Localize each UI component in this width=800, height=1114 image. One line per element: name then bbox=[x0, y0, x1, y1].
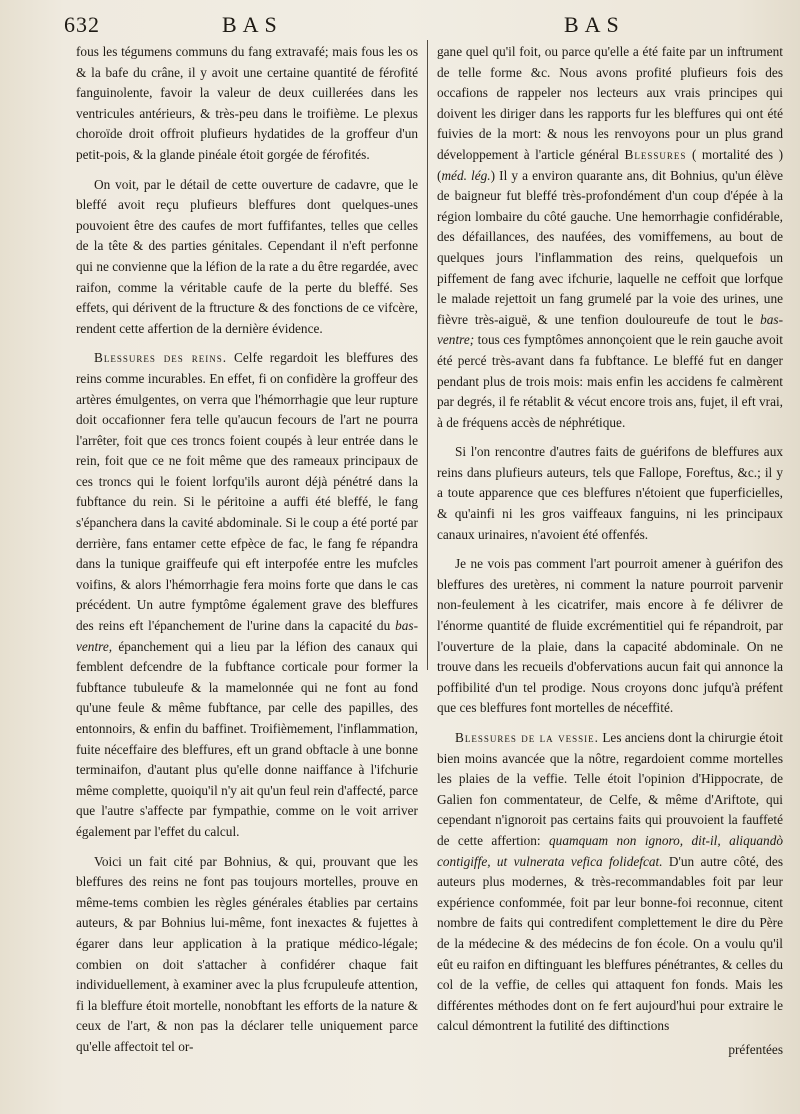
paragraph-text: D'un autre côté, des auteurs plus modernes, & très-recommandables foit par leur expérience confommée, foit par leur bonne-foi reconnue, citent nombre de faits qui contredifent complettement le dire du Père de la médecine & des médecins de fon école. On a voulu qu'il eût eu raifon en diftinguant les bleffures pénétrantes, & celles du col de la veffie, de celles qui attaquent fon fonds. Mais les différentes méthodes dont on fe fert aujourd'hui pour extraire le calcul démontrent la futilité des diftinctions bbox=[437, 853, 783, 1034]
section-kidneys bbox=[76, 348, 418, 842]
paragraph: Voici un fait cité par Bohnius, & qui, prouvant que les bleffures des reins ne font pas toujours mortelles, prouve en même-tems combien les règles générales établies par certains auteurs, & par Bohnius lui-même, font inexactes & fujettes à égarer dans leur application à la pratique médico-légale; combien on doit s'attacher à confidérer chaque fait individuellement, à examiner avec la plus fcrupuleufe attention, fi la bleffure étoit mortelle, nonobftant les efforts de la nature & ceux de l'art, & non pas la déclarer telle uniquement parce qu'elle affectoit tel or- bbox=[76, 853, 418, 1054]
paragraph-text: ( mortalité des ) ( bbox=[437, 146, 783, 183]
column-divider bbox=[427, 40, 428, 670]
paragraph-text: gane quel qu'il foit, ou parce qu'elle a été faite par un inftrument de telle forme &c. Nous avons profité plufieurs fois des occafions de rappeler nos lecteurs aux vrais principes qui doivent les diriger dans les rapports fur les bleffures qui ont été fuivies de la mort: & nous les renvoyons pour un plus grand développement à l'article général bbox=[437, 44, 783, 162]
latin-quotation: quamquam non ignoro, dit-il, aliquandò contigiffe, ut vulnerata vefica folidefcat. bbox=[437, 832, 783, 869]
right-column bbox=[437, 42, 783, 1087]
paragraph: fous les tégumens communs du fang extravafé; mais fous les os & la bafe du crâne, il y avoit une certaine quantité de férofité fanguinolente, favoir la valeur de deux cuillerées dans les ventricules antérieurs, & très-peu dans le troifième. Le plexus choroïde droit offroit plufieurs hydatides de la groffeur d'un petit-pois, & la glande pinéale étoit gorgée de férofités. bbox=[76, 44, 418, 162]
section-heading: Blessures des reins. bbox=[94, 350, 228, 366]
paragraph-continued bbox=[437, 42, 783, 433]
section-heading: Blessures de la vessie. bbox=[455, 730, 599, 745]
paragraph-text: épanchement qui a lieu par la léfion des canaux qui femblent defcendre de la fubftance corticale pour former la fubftance tubuleufe & la mamelonnée qui ne font au fond qu'une feule & même fubftance, par celle des papilles, des entonnoirs, & enfin du baffinet. Troifièmement, l'inflammation, fuite néceffaire des bleffures, eft un grand obftacle à une bonne terminaifon, d'autant plus qu'elle donne naiffance à l'ifchurie même complette, quoiqu'il n'y ait qu'un feul rein d'affecté, parce que l'autre s'affecte par fympathie, comme on le voit arriver également par l'effet du calcul. bbox=[76, 638, 418, 839]
running-header bbox=[64, 10, 776, 38]
paragraph-text: tous ces fymptômes annonçoient que le rein gauche avoit été percé très-avant dans fa fubftance. Le bleffé fut en danger pendant plus de trois mois: mais enfin les accidens fe calmèrent par degrés, il fe rétablit & vécut encore trois ans, fujet, il eft vrai, à de fréquens accès de néphrétique. bbox=[437, 332, 783, 430]
paragraph: Je ne vois pas comment l'art pourroit amener à guérifon des bleffures des uretères, ni comment la nature pourroit parvenir non-feulement à les cicatrifer, mais encore à fe délivrer de l'énorme quantité de fluide excrémentitiel qui fe répandroit, par l'ouverture de la plaie, dans la capacité abdominale. On ne trouve dans les recueils d'obfervations aucun fait qui annonce la poffibilité d'un tel prodige. Nous croyons donc jufqu'à préfent que ces bleffures font mortelles de néceffité. bbox=[437, 556, 783, 716]
left-running-title: BAS bbox=[222, 12, 283, 37]
page-number: 632 bbox=[64, 12, 100, 37]
italic-term: bas-ventre; bbox=[437, 311, 783, 348]
italic-term: méd. lég. bbox=[441, 167, 491, 183]
right-running-title: BAS bbox=[564, 12, 625, 37]
italic-term: bas-ventre, bbox=[76, 618, 418, 654]
section-bladder bbox=[437, 728, 783, 1037]
left-column bbox=[76, 42, 418, 1087]
paragraph-text: Les anciens dont la chirurgie étoit bien moins avancée que la nôtre, regardoient comme mortelles les plaies de la veffie. Telle étoit l'opinion d'Hippocrate, de Galien fon commentateur, de Celfe, & même d'Ariftote, qui cependant n'ignoroit pas certains faits qui prouvoient la fauffeté de cette affertion: bbox=[437, 730, 783, 848]
paragraph: Si l'on rencontre d'autres faits de guérifons de bleffures aux reins dans plufieurs auteurs, tels que Fallope, Foreftus, &c.; il y a toute apparence que ces bleffures n'étoient que fuperficielles, & qu'ainfi ni les gros vaiffeaux fanguins, ni les principaux canaux urinaires, n'avoient été offenfés. bbox=[437, 444, 783, 542]
catchword: préfentées bbox=[728, 1041, 783, 1057]
paragraph-text: Celfe regardoit les bleffures des reins comme incurables. En effet, fi on confidère la groffeur des artères émulgentes, on verra que l'hémorrhagie que leur rupture doit occafionner fera telle qu'aucun fecours de l'art ne pourra l'arrêter, foit que ces troncs foient coupés à leur entrée dans le rein, foit que ce ne foit même que des rameaux principaux de ces troncs qui le foient lorfqu'ils auront déjà pénétré dans la fubftance du rein. Si le péritoine a auffi été bleffé, le fang s'épanchera dans la cavité abdominale. Si le coup a été porté par derrière, fans entamer cette efpèce de fac, le fang fe répandra dans la tunique graiffeufe qui eft interpofée entre les mufcles voifins, & alors l'hémorrhagie fera moins forte que dans le cas précédent. Un autre fymptôme également grave des bleffures des reins eft l'épanchement de l'urine dans la capacité du bbox=[76, 350, 418, 634]
paragraph-text: ) Il y a environ quarante ans, dit Bohnius, qu'un élève de baigneur fut bleffé très-profondément d'un coup d'épée à la région lombaire du côté gauche. Une hemorrhagie confidérable, des défaillances, des naufées, des vomiffemens, au bout de quelques jours l'inflammation des reins, quelquefois un piffement de fang avec ifchurie, laquelle ne ceffoit que lorfque le malade rejettoit un fang grumelé par la voie des urines, une fièvre très-aiguë, & une tenfion douloureufe de tout le bbox=[437, 167, 783, 327]
cross-reference: Blessures bbox=[624, 146, 687, 162]
paragraph: On voit, par le détail de cette ouverture de cadavre, que le bleffé avoit reçu plufieurs bleffures dont quelques-unes pouvoient être des caufes de mort fuffifantes, telles que celles de la tête & des parties génitales. Cependant il n'eft perfonne qui ne convienne que la léfion de la rate a du être regardée, avec raifon, comme la véritable caufe de la perte du bleffé. Ses effets, qui dérivent de la ftructure & des fonctions de ce vifcère, rendent cette affertion de la dernière évidence. bbox=[76, 176, 418, 336]
